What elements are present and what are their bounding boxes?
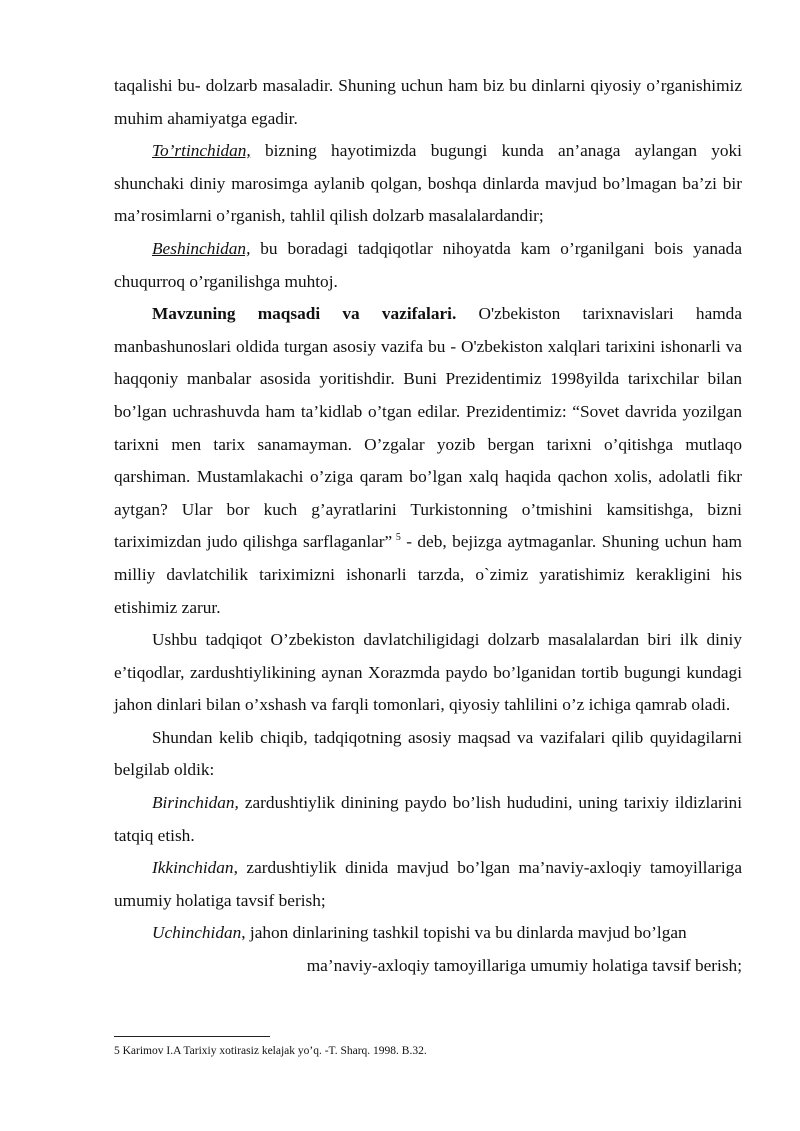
paragraph-fourth — [114, 135, 742, 233]
third-lead: Uchinchidan — [152, 923, 242, 943]
paragraph-first — [114, 787, 742, 852]
paragraph-research: Ushbu tadqiqot O’zbekiston davlatchiligidagi dolzarb masalalardan biri ilk diniy e’tiqodlar, zardushtiylikining aynan Xorazmda paydo bo’lganidan tortib bugungi kundagi jahon dinlari bilan o’xshash va farqli tomonlari, qiyosiy tahlilini o’z ichiga qamrab oladi. — [114, 630, 742, 715]
fourth-lead: To’rtinchidan, — [152, 141, 251, 161]
paragraph-second — [114, 852, 742, 917]
paragraph-third-continuation: ma’naviy-axloqiy tamoyillariga umumiy holatiga tavsif berish; — [306, 956, 742, 976]
second-text: , zardushtiylik dinida mavjud bo’lgan ma’naviy-axloqiy tamoyillariga umumiy holatiga tavsif berish; — [114, 858, 742, 910]
paragraph-goals — [114, 298, 742, 624]
goals-heading: Mavzuning maqsadi va vazifalari. — [152, 304, 457, 324]
first-lead: Birinchidan, — [152, 793, 239, 813]
second-lead: Ikkinchidan — [152, 858, 234, 878]
paragraph-fifth — [114, 233, 742, 298]
footnote-separator — [114, 1036, 270, 1037]
first-text: zardushtiylik dinining paydo bo’lish hududini, uning tarixiy ildizlarini tatqiq etish. — [114, 793, 742, 845]
footnote-reference: 5 — [395, 532, 401, 544]
fifth-lead: Beshinchidan, — [152, 238, 251, 258]
goals-text: O'zbekiston tarixnavislari hamda manbashunoslari oldida turgan asosiy vazifa bu - O'zbekiston xalqlari tarixini ishonarli va haqqoniy manbalar asosida yoritishdir. Buni Prezidentimiz 1998yilda tarixchilar bilan bo’lgan uchrashuvda ham ta’kidlab o’tgan edilar. Prezidentimiz: “Sovet davrida yozilgan tarixni men tarix sanamayman. O’zgalar yozib bergan tarixni o’qitishga mutlaqo qarshiman. Mustamlakachi o’ziga qaram bo’lgan xalq haqida qachon xolis, adolatli fikr aytgan? Ular bor kuch g’ayratlarini Turkistonning o’tmishini kamsitishga, bizni tariximizdan judo qilishga sarflaganlar” — [114, 304, 742, 552]
paragraph-objectives-intro: Shundan kelib chiqib, tadqiqotning asosiy maqsad va vazifalari qilib quyidagilarni belgilab oldik: — [114, 727, 742, 780]
fourth-text: bizning hayotimizda bugungi kunda an’anaga aylangan yoki shunchaki diniy marosimga aylanib qolgan, boshqa dinlarda mavjud bo’lmagan ba’zi bir ma’rosimlarni o’rganish, tahlil qilish dolzarb masalalardandir; — [114, 141, 742, 226]
document-body — [114, 70, 742, 983]
footnote: 5 Karimov I.A Tarixiy xotirasiz kelajak yo’q. -T. Sharq. 1998. B.32. — [114, 1045, 427, 1057]
fifth-text: bu boradagi tadqiqotlar nihoyatda kam o’rganilgani bois yanada chuqurroq o’rganilishga muhtoj. — [114, 238, 742, 291]
paragraph-continuation: taqalishi bu- dolzarb masaladir. Shuning uchun ham biz bu dinlarni qiyosiy o’rganishimiz muhim ahamiyatga egadir. — [114, 76, 742, 128]
goals-tail: - deb, bejizga aytmaganlar. Shuning uchun ham milliy davlatchilik tariximizni ishonarli tarzda, o`zimiz yaratishimiz kerakligini his etishimiz zarur. — [114, 532, 742, 617]
third-text: , jahon dinlarining tashkil topishi va bu dinlarda mavjud bo’lgan — [241, 923, 687, 943]
paragraph-third — [114, 917, 742, 950]
